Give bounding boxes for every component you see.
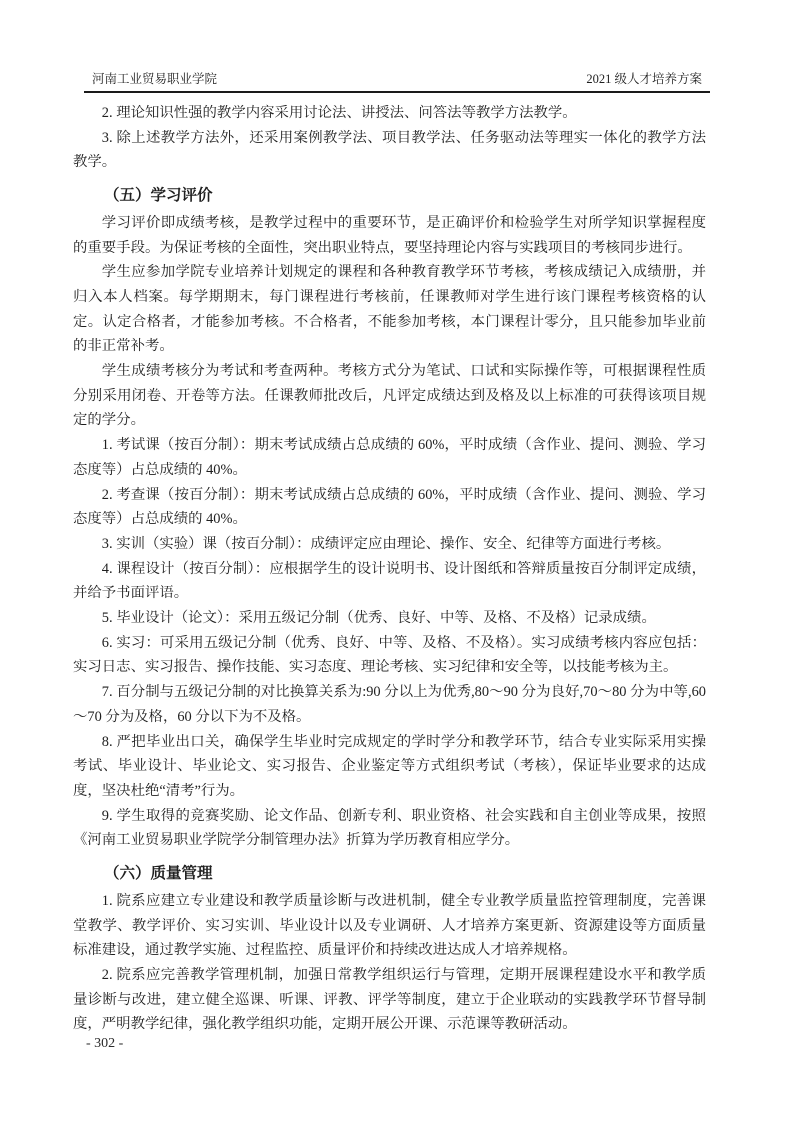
paragraph: 学生应参加学院专业培养计划规定的课程和各种教育教学环节考核，考核成绩记入成绩册，并归入本人档案。每学期期末，每门课程进行考核前，任课教师对学生进行该门课程考核资格的认定。认定合格者，才能参加考核。不合格者，不能参加考核，本门课程计零分，且只能参加毕业前的非正常补考。 bbox=[73, 264, 706, 355]
document-body bbox=[73, 101, 706, 1037]
list-item-paragraph: 3. 实训（实验）课（按百分制）：成绩评定应由理论、操作、安全、纪律等方面进行考核。 bbox=[101, 535, 671, 552]
section-heading-learning-evaluation: （五）学习评价 bbox=[104, 186, 213, 205]
paragraph: 学生成绩考核分为考试和考查两种。考核方式分为笔试、口试和实际操作等，可根据课程性质分别采用闭卷、开卷等方法。任课教师批改后，凡评定成绩达到及格及以上标准的可获得该项目规定的学分。 bbox=[73, 363, 706, 429]
paragraph: 2. 理论知识性强的教学内容采用讨论法、讲授法、问答法等教学方法教学。 bbox=[101, 105, 577, 121]
list-item-paragraph: 2. 考查课（按百分制）：期末考试成绩占总成绩的 60%，平时成绩（含作业、提问、测验、学习态度等）占总成绩的 40%。 bbox=[73, 486, 706, 528]
page-header bbox=[84, 72, 710, 93]
list-item-paragraph: 4. 课程设计（按百分制）：应根据学生的设计说明书、设计图纸和答辩质量按百分制评定成绩，并给予书面评语。 bbox=[73, 560, 706, 602]
page-number: - 302 - bbox=[86, 1036, 124, 1051]
list-item-paragraph: 9. 学生取得的竞赛奖励、论文作品、创新专利、职业资格、社会实践和自主创业等成果，按照《河南工业贸易职业学院学分制管理办法》折算为学历教育相应学分。 bbox=[73, 807, 706, 849]
list-item-paragraph: 1. 考试课（按百分制）：期末考试成绩占总成绩的 60%，平时成绩（含作业、提问、测验、学习态度等）占总成绩的 40%。 bbox=[73, 437, 706, 478]
list-item-paragraph: 7. 百分制与五级记分制的对比换算关系为:90 分以上为优秀,80～90 分为良好,70～80 分为中等,60～70 分为及格，60 分以下为不及格。 bbox=[73, 684, 706, 725]
paragraph: 学习评价即成绩考核，是教学过程中的重要环节，是正确评价和检验学生对所学知识掌握程度的重要手段。为保证考核的全面性，突出职业特点，要坚持理论内容与实践项目的考核同步进行。 bbox=[73, 214, 706, 256]
page-footer bbox=[86, 1034, 123, 1054]
list-item-paragraph: 1. 院系应建立专业建设和教学质量诊断与改进机制，健全专业教学质量监控管理制度，完善课堂教学、教学评价、实习实训、毕业设计以及专业调研、人才培养方案更新、资源建设等方面质量标准建设，通过教学实施、过程监控、质量评价和持续改进达成人才培养规格。 bbox=[73, 892, 706, 959]
list-item-paragraph: 8. 严把毕业出口关，确保学生毕业时完成规定的学时学分和教学环节，结合专业实际采用实操考试、毕业设计、毕业论文、实习报告、企业鉴定等方式组织考试（考核），保证毕业要求的达成度，坚决杜绝“清考”行为。 bbox=[73, 733, 706, 799]
list-item-paragraph: 6. 实习：可采用五级记分制（优秀、良好、中等、及格、不及格）。实习成绩考核内容应包括：实习日志、实习报告、操作技能、实习态度、理论考核、实习纪律和安全等，以技能考核为主。 bbox=[73, 634, 706, 676]
header-school-name: 河南工业贸易职业学院 bbox=[92, 72, 218, 86]
list-item-paragraph: 5. 毕业设计（论文）：采用五级记分制（优秀、良好、中等、及格、不及格）记录成绩。 bbox=[101, 610, 656, 627]
list-item-paragraph: 2. 院系应完善教学管理机制，加强日常教学组织运行与管理，定期开展课程建设水平和教学质量诊断与改进，建立健全巡课、听课、评教、评学等制度，建立于企业联动的实践教学环节督导制度，严明教学纪律，强化教学组织功能，定期开展公开课、示范课等教研活动。 bbox=[73, 966, 706, 1033]
paragraph: 3. 除上述教学方法外，还采用案例教学法、项目教学法、任务驱动法等理实一体化的教学方法教学。 bbox=[73, 129, 706, 171]
section-heading-quality-management: （六）质量管理 bbox=[104, 864, 213, 883]
header-plan-title: 2021 级人才培养方案 bbox=[586, 72, 702, 86]
